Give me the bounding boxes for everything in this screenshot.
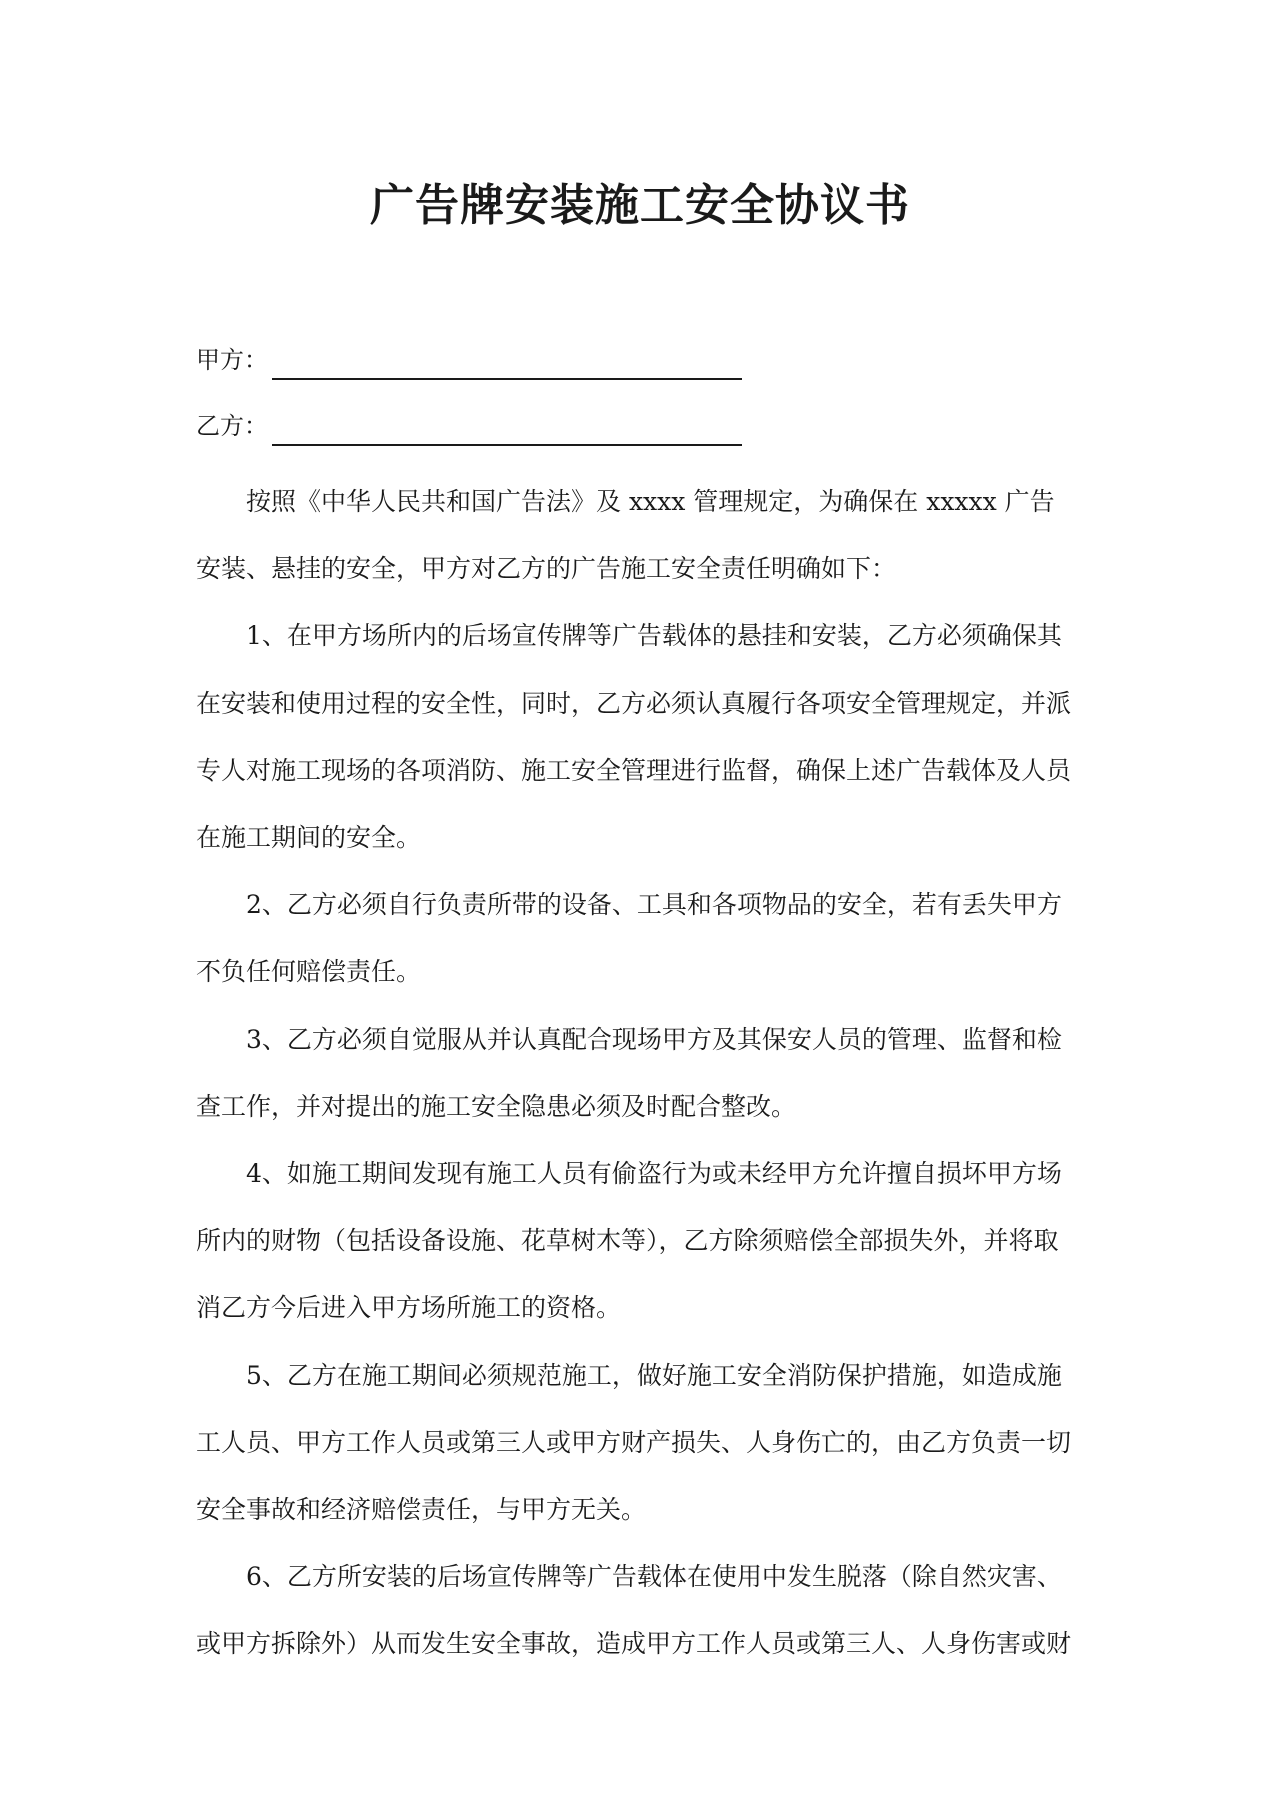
paragraph-line: 安装、悬挂的安全，甲方对乙方的广告施工安全责任明确如下： (196, 554, 897, 584)
paragraph-line: 4、如施工期间发现有施工人员有偷盗行为或未经甲方允许擅自损坏甲方场 (246, 1159, 1062, 1189)
paragraph-line: 按照《中华人民共和国广告法》及 xxxx 管理规定，为确保在 xxxxx 广告 (246, 487, 1055, 516)
paragraph-preamble (196, 468, 1096, 602)
party-b-blank-line (272, 416, 742, 446)
agreement-body (196, 468, 1096, 1678)
party-a-field (196, 340, 756, 380)
paragraph-clause-4 (196, 1140, 1096, 1342)
paragraph-line: 在施工期间的安全。 (196, 823, 422, 853)
paragraph-line: 查工作，并对提出的施工安全隐患必须及时配合整改。 (196, 1091, 797, 1121)
paragraph-line: 3、乙方必须自觉服从并认真配合现场甲方及其保安人员的管理、监督和检 (246, 1024, 1062, 1054)
paragraph-clause-5 (196, 1342, 1096, 1544)
paragraph-line: 所内的财物（包括设备设施、花草树木等），乙方除须赔偿全部损失外，并将取 (196, 1226, 1059, 1256)
paragraph-line: 2、乙方必须自行负责所带的设备、工具和各项物品的安全，若有丢失甲方 (246, 890, 1062, 920)
party-a-label: 甲方： (196, 346, 268, 374)
paragraph-line: 消乙方今后进入甲方场所施工的资格。 (196, 1293, 622, 1323)
paragraph-clause-1 (196, 602, 1096, 871)
paragraph-line: 在安装和使用过程的安全性，同时，乙方必须认真履行各项安全管理规定，并派 (196, 688, 1072, 718)
paragraph-line: 1、在甲方场所内的后场宣传牌等广告载体的悬挂和安装，乙方必须确保其 (246, 621, 1062, 651)
paragraph-clause-3 (196, 1006, 1096, 1140)
paragraph-line: 安全事故和经济赔偿责任，与甲方无关。 (196, 1495, 647, 1525)
paragraph-clause-2 (196, 871, 1096, 1005)
paragraph-line: 5、乙方在施工期间必须规范施工，做好施工安全消防保护措施，如造成施 (246, 1360, 1062, 1390)
document-title: 广告牌安装施工安全协议书 (370, 180, 910, 231)
paragraph-line: 或甲方拆除外）从而发生安全事故，造成甲方工作人员或第三人、人身伤害或财 (196, 1629, 1072, 1659)
party-a-blank-line (272, 350, 742, 380)
paragraph-line: 专人对施工现场的各项消防、施工安全管理进行监督，确保上述广告载体及人员 (196, 755, 1072, 785)
paragraph-line: 不负任何赔偿责任。 (196, 957, 422, 987)
paragraph-line: 6、乙方所安装的后场宣传牌等广告载体在使用中发生脱落（除自然灾害、 (246, 1562, 1062, 1592)
paragraph-clause-6 (196, 1543, 1096, 1677)
paragraph-line: 工人员、甲方工作人员或第三人或甲方财产损失、人身伤亡的，由乙方负责一切 (196, 1427, 1072, 1457)
party-b-label: 乙方： (196, 412, 268, 440)
party-b-field (196, 406, 756, 446)
